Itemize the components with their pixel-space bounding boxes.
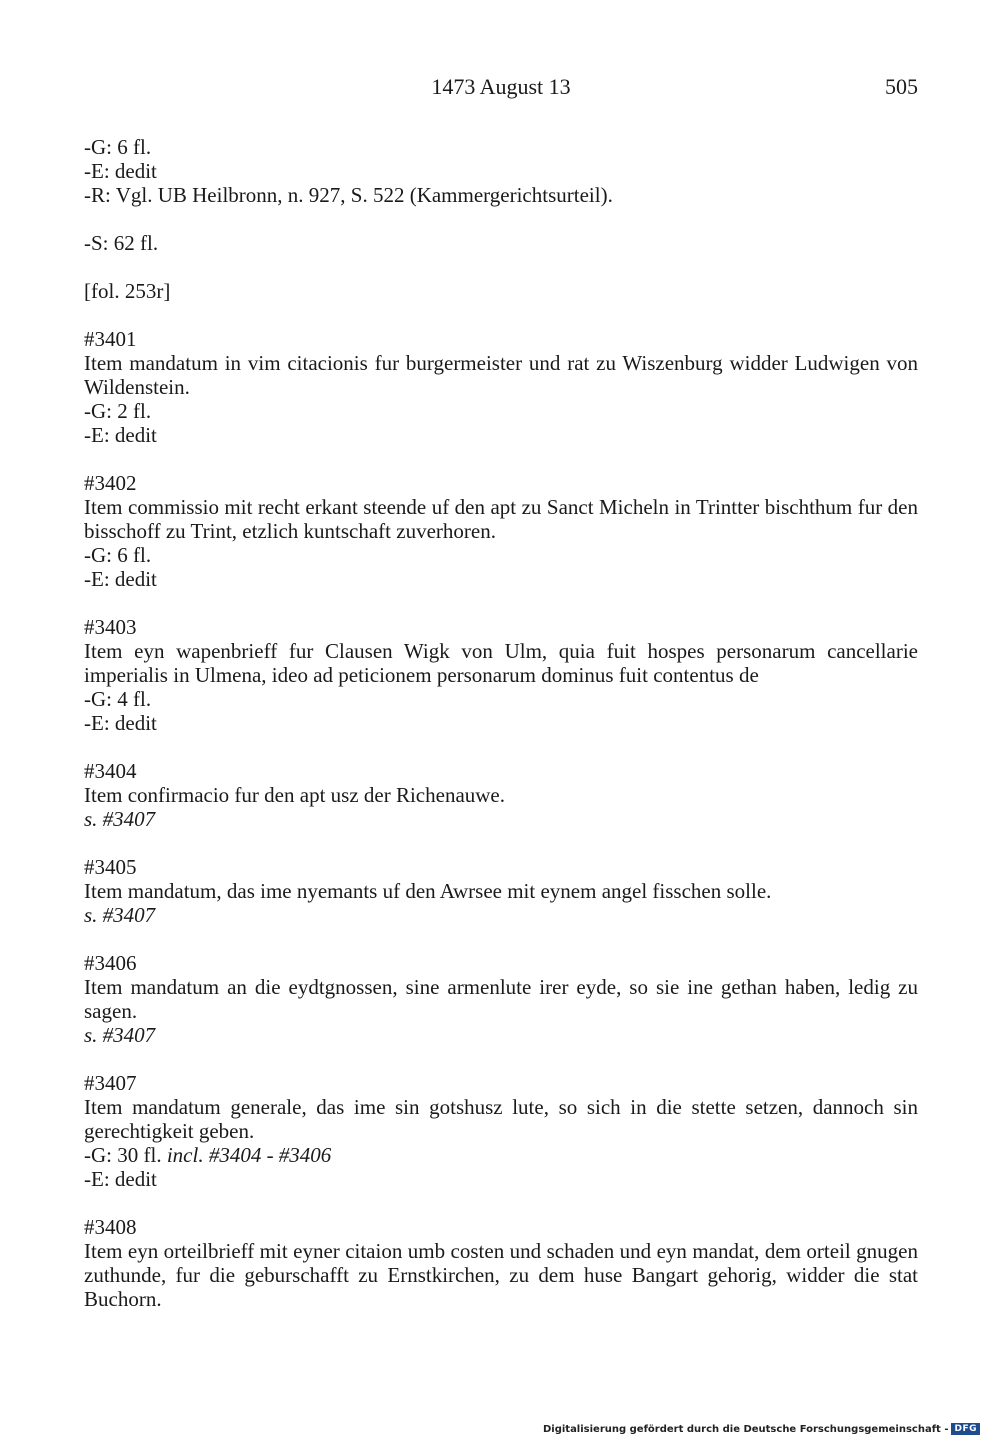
- entry-3407: [84, 1071, 918, 1191]
- entry-3408: [84, 1215, 918, 1311]
- entry-text: Item mandatum in vim citacionis fur burgermeister und rat zu Wiszenburg widder Ludwigen von Wildenstein.: [84, 351, 918, 399]
- preamble-line: -R: Vgl. UB Heilbronn, n. 927, S. 522 (Kammergerichtsurteil).: [84, 183, 613, 207]
- footer-text: Digitalisierung gefördert durch die Deutsche Forschungsgemeinschaft -: [542, 1423, 949, 1435]
- entry-text: Item confirmacio fur den apt usz der Richenauwe.: [84, 783, 505, 807]
- sum-block: [84, 231, 918, 255]
- entry-id: #3407: [84, 1071, 137, 1095]
- entry-text: Item mandatum an die eydtgnossen, sine armenlute irer eyde, so sie ine gethan haben, ledig zu sagen.: [84, 975, 918, 1023]
- entry-text: Item eyn orteilbrieff mit eyner citaion umb costen und schaden und eyn mandat, dem orteil gnugen zuthunde, fur die geburschafft zu Ernstkirchen, zu dem huse Bangart gehorig, widder die stat Buchorn.: [84, 1239, 918, 1311]
- entry-id: #3403: [84, 615, 137, 639]
- entry-id: #3401: [84, 327, 137, 351]
- entry-text: Item commissio mit recht erkant steende uf den apt zu Sanct Micheln in Trintter bischthum fur den bisschoff zu Trint, etzlich kuntschaft zuverhoren.: [84, 495, 918, 543]
- entry-id: #3402: [84, 471, 137, 495]
- entry-3403: [84, 615, 918, 735]
- entry-status: -E: dedit: [84, 567, 157, 591]
- entry-cross-reference: s. #3407: [84, 903, 156, 927]
- entry-3405: [84, 855, 918, 927]
- entry-fee-note: incl. #3404 - #3406: [166, 1143, 332, 1167]
- dfg-logo: DFG: [951, 1423, 980, 1435]
- page-title: 1473 August 13: [431, 74, 571, 99]
- preamble-line: -E: dedit: [84, 159, 157, 183]
- preamble-block: [84, 135, 918, 207]
- folio-block: [84, 279, 918, 303]
- page-header: [84, 74, 918, 104]
- page-body: [84, 135, 918, 1311]
- sum-line: -S: 62 fl.: [84, 231, 159, 255]
- page-number: 505: [885, 74, 918, 99]
- entry-id: #3408: [84, 1215, 137, 1239]
- digitization-footer: [543, 1423, 980, 1435]
- entry-status: -E: dedit: [84, 711, 157, 735]
- entry-cross-reference: s. #3407: [84, 807, 156, 831]
- entry-status: -E: dedit: [84, 1167, 157, 1191]
- folio-marker: [fol. 253r]: [84, 279, 171, 303]
- entry-id: #3405: [84, 855, 137, 879]
- entry-cross-reference: s. #3407: [84, 1023, 156, 1047]
- preamble-line: -G: 6 fl.: [84, 135, 152, 159]
- entry-3406: [84, 951, 918, 1047]
- entry-text: Item eyn wapenbrieff fur Clausen Wigk von Ulm, quia fuit hospes personarum cancellarie imperialis in Ulmena, ideo ad peticionem personarum dominus fuit contentus de: [84, 639, 918, 687]
- entry-id: #3404: [84, 759, 137, 783]
- entry-status: -E: dedit: [84, 423, 157, 447]
- entry-3404: [84, 759, 918, 831]
- entry-fee-amount: -G: 30 fl.: [84, 1143, 162, 1167]
- entry-3402: [84, 471, 918, 591]
- entry-fee: [84, 1143, 918, 1167]
- entry-fee: -G: 2 fl.: [84, 399, 152, 423]
- entry-fee: -G: 4 fl.: [84, 687, 152, 711]
- entry-fee: -G: 6 fl.: [84, 543, 152, 567]
- entry-text: Item mandatum generale, das ime sin gotshusz lute, so sich in die stette setzen, dannoch sin gerechtigkeit geben.: [84, 1095, 918, 1143]
- entry-id: #3406: [84, 951, 137, 975]
- entry-text: Item mandatum, das ime nyemants uf den Awrsee mit eynem angel fisschen solle.: [84, 879, 772, 903]
- entry-3401: [84, 327, 918, 447]
